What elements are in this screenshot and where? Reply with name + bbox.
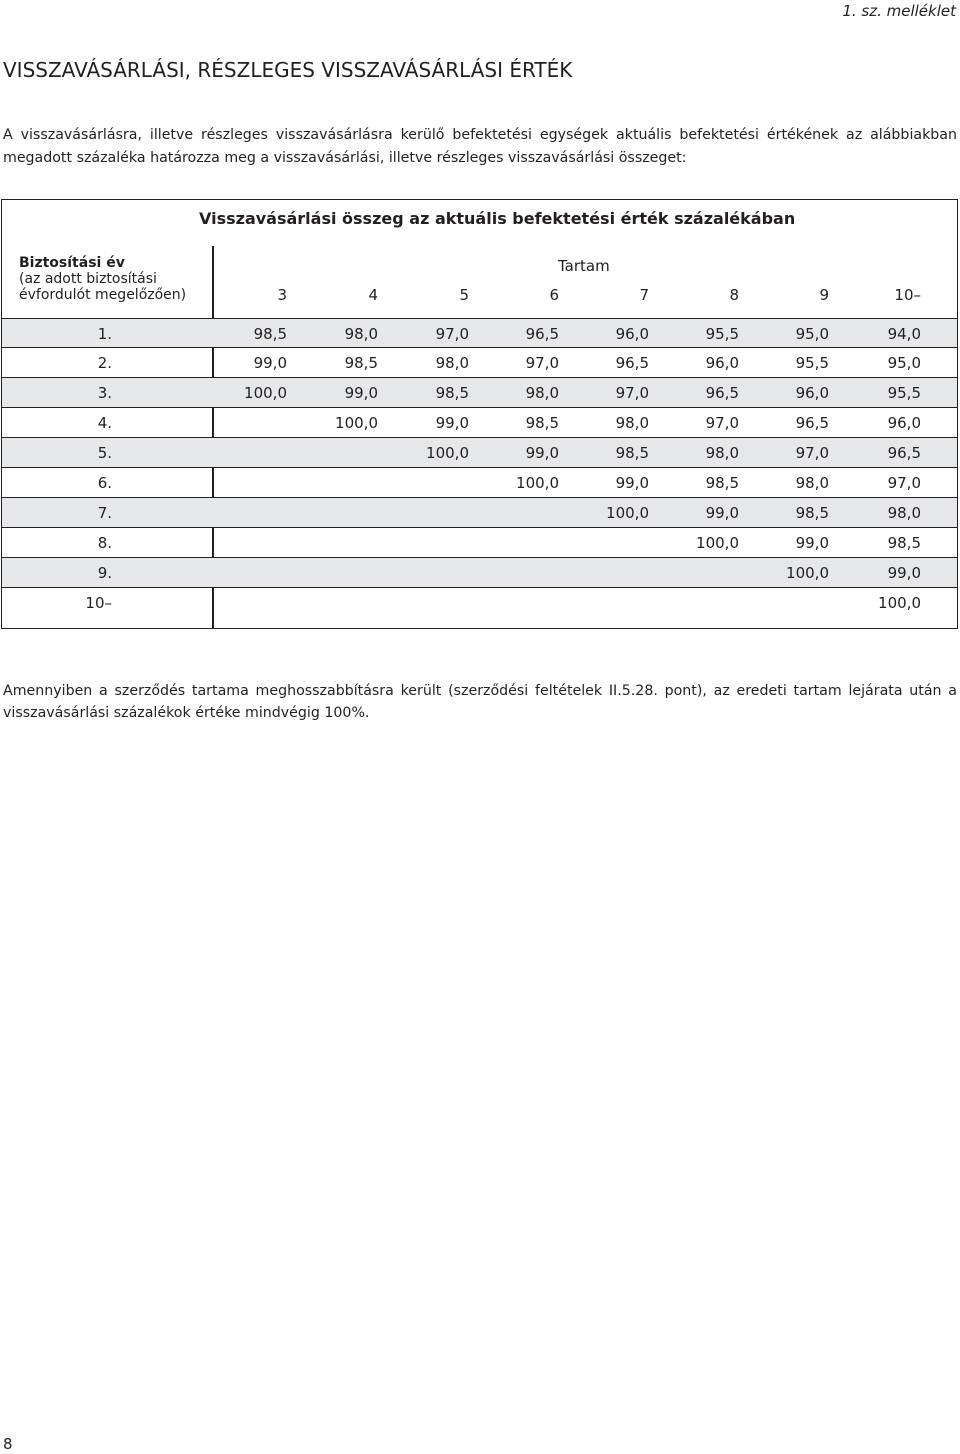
insurance-year-cell: 3. <box>97 384 112 402</box>
percentage-cell: 100,0 <box>335 414 378 432</box>
percentage-cell: 98,0 <box>435 354 469 372</box>
percentage-cell: 100,0 <box>786 564 829 582</box>
table-row <box>2 438 957 468</box>
percentage-cell: 96,0 <box>705 354 739 372</box>
percentage-cell: 96,0 <box>887 414 921 432</box>
percentage-cell: 99,0 <box>435 414 469 432</box>
percentage-cell: 97,0 <box>887 474 921 492</box>
percentage-cell: 100,0 <box>606 504 649 522</box>
percentage-cell: 96,5 <box>795 414 829 432</box>
row-header-label: Biztosítási év <box>19 255 125 271</box>
percentage-cell: 97,0 <box>435 325 469 343</box>
percentage-cell: 98,5 <box>795 504 829 522</box>
annex-label: 1. sz. melléklet <box>842 2 956 20</box>
term-column-header: 3 <box>277 286 287 304</box>
insurance-year-cell: 4. <box>97 414 112 432</box>
row-header-line-3: évfordulót megelőzően) <box>19 287 187 303</box>
percentage-cell: 98,0 <box>887 504 921 522</box>
percentage-cell: 100,0 <box>696 534 739 552</box>
percentage-cell: 95,0 <box>887 354 921 372</box>
table-row <box>2 588 957 618</box>
percentage-cell: 96,0 <box>615 325 649 343</box>
insurance-year-cell: 10– <box>85 594 112 612</box>
percentage-cell: 94,0 <box>887 325 921 343</box>
term-column-header: 5 <box>459 286 469 304</box>
table-row <box>2 348 957 378</box>
percentage-cell: 96,5 <box>887 444 921 462</box>
percentage-cell: 96,5 <box>705 384 739 402</box>
percentage-cell: 97,0 <box>525 354 559 372</box>
percentage-cell: 100,0 <box>426 444 469 462</box>
insurance-year-cell: 2. <box>97 354 112 372</box>
percentage-cell: 98,5 <box>525 414 559 432</box>
term-column-header: 6 <box>549 286 559 304</box>
percentage-cell: 99,0 <box>525 444 559 462</box>
percentage-cell: 100,0 <box>878 594 921 612</box>
table-heading: Visszavásárlási összeg az aktuális befektetési érték százalékában <box>199 209 796 228</box>
table-row <box>2 408 957 438</box>
percentage-cell: 98,0 <box>344 325 378 343</box>
insurance-year-cell: 9. <box>97 564 112 582</box>
table-row <box>2 528 957 558</box>
insurance-year-cell: 7. <box>97 504 112 522</box>
percentage-cell: 100,0 <box>244 384 287 402</box>
percentage-cell: 95,0 <box>795 325 829 343</box>
table-row <box>2 318 957 348</box>
percentage-cell: 99,0 <box>344 384 378 402</box>
term-column-header: 7 <box>639 286 649 304</box>
term-column-header: 9 <box>819 286 829 304</box>
note-paragraph: Amennyiben a szerződés tartama meghosszabbításra került (szerződési feltételek II.5.28. pont), az eredeti tartam lejárata után a visszavásárlási százalékok értéke mindvégig 100%. <box>3 683 957 721</box>
percentage-cell: 97,0 <box>615 384 649 402</box>
percentage-cell: 99,0 <box>795 534 829 552</box>
table-row <box>2 378 957 408</box>
percentage-cell: 98,0 <box>525 384 559 402</box>
term-column-header: 8 <box>729 286 739 304</box>
table-row <box>2 498 957 528</box>
percentage-cell: 98,0 <box>705 444 739 462</box>
insurance-year-cell: 1. <box>97 325 112 343</box>
percentage-cell: 96,5 <box>615 354 649 372</box>
table-row <box>2 558 957 588</box>
percentage-cell: 99,0 <box>705 504 739 522</box>
percentage-cell: 98,0 <box>615 414 649 432</box>
percentage-cell: 97,0 <box>795 444 829 462</box>
insurance-year-cell: 8. <box>97 534 112 552</box>
percentage-cell: 98,5 <box>435 384 469 402</box>
percentage-cell: 98,5 <box>887 534 921 552</box>
percentage-cell: 99,0 <box>615 474 649 492</box>
percentage-cell: 95,5 <box>705 325 739 343</box>
page-number: 8 <box>3 1435 13 1453</box>
insurance-year-cell: 5. <box>97 444 112 462</box>
term-label: Tartam <box>558 257 610 275</box>
percentage-cell: 99,0 <box>887 564 921 582</box>
term-column-header: 4 <box>368 286 378 304</box>
percentage-cell: 98,5 <box>615 444 649 462</box>
percentage-cell: 98,5 <box>705 474 739 492</box>
percentage-cell: 99,0 <box>253 354 287 372</box>
percentage-cell: 98,5 <box>253 325 287 343</box>
row-header <box>19 255 186 303</box>
percentage-cell: 96,0 <box>795 384 829 402</box>
percentage-cell: 95,5 <box>887 384 921 402</box>
row-header-line-2: (az adott biztosítási <box>19 271 157 287</box>
term-column-header: 10– <box>894 286 921 304</box>
percentage-cell: 98,0 <box>795 474 829 492</box>
percentage-cell: 100,0 <box>516 474 559 492</box>
percentage-cell: 98,5 <box>344 354 378 372</box>
percentage-cell: 96,5 <box>525 325 559 343</box>
insurance-year-cell: 6. <box>97 474 112 492</box>
table-row <box>2 468 957 498</box>
percentage-cell: 97,0 <box>705 414 739 432</box>
page-title: VISSZAVÁSÁRLÁSI, RÉSZLEGES VISSZAVÁSÁRLÁSI ÉRTÉK <box>3 58 573 82</box>
percentage-cell: 95,5 <box>795 354 829 372</box>
intro-paragraph: A visszavásárlásra, illetve részleges visszavásárlásra kerülő befektetési egységek aktuális befektetési értékének az alábbiakban megadott százaléka határozza meg a visszavásárlási, illetve részleges visszavásárlási összeget: <box>3 127 957 166</box>
